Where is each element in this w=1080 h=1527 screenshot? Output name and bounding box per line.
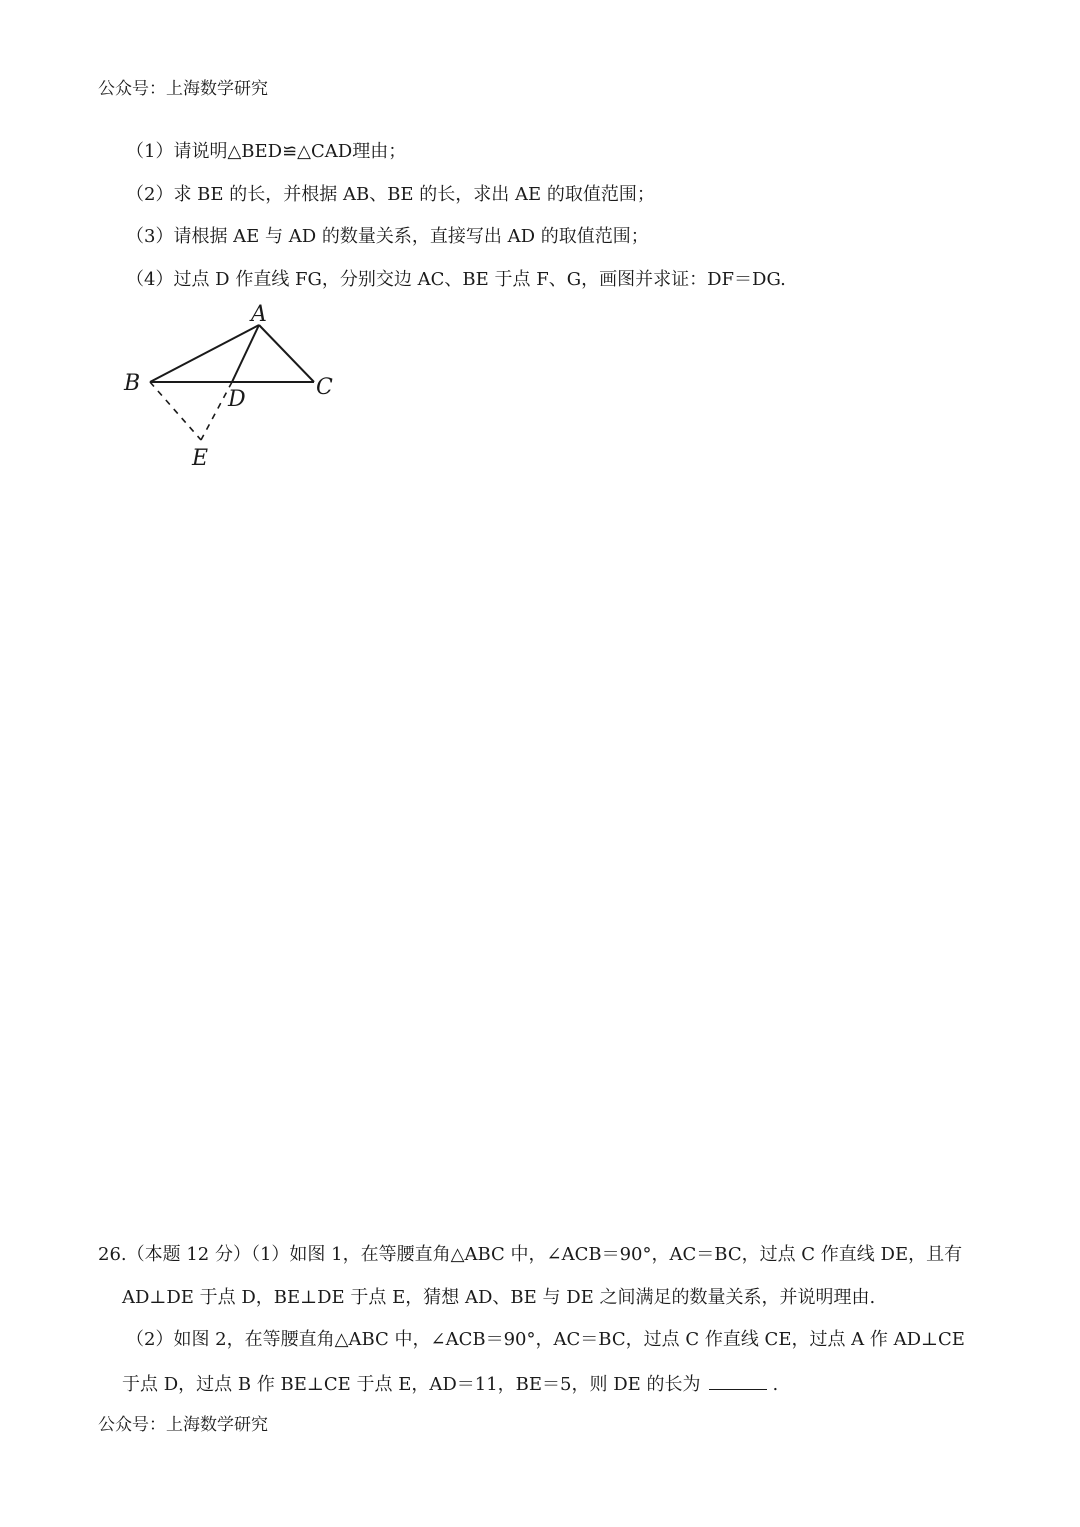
question-part-2: （2）求 BE 的长，并根据 AB、BE 的长，求出 AE 的取值范围； <box>126 184 655 205</box>
question-part-4: （4）过点 D 作直线 FG，分别交边 AC、BE 于点 F、G，画图并求证：DF＝DG. <box>126 269 786 290</box>
segment-be-dashed <box>150 382 201 440</box>
problem-26-line-1: 26.（本题 12 分）（1）如图 1，在等腰直角△ABC 中，∠ACB＝90°，AC＝BC，过点 C 作直线 DE，且有 <box>98 1244 963 1265</box>
page-footer: 公众号：上海数学研究 <box>98 1415 268 1435</box>
segment-ac <box>259 325 314 382</box>
label-c: C <box>316 375 333 400</box>
question-part-3: （3）请根据 AE 与 AD 的数量关系，直接写出 AD 的取值范围； <box>126 226 649 247</box>
label-b: B <box>124 371 141 396</box>
answer-blank[interactable] <box>709 1371 767 1390</box>
label-a: A <box>251 302 267 327</box>
problem-26-line-4-end: . <box>772 1374 779 1395</box>
triangle-diagram <box>118 298 340 470</box>
label-e: E <box>192 446 209 470</box>
question-part-1: （1）请说明△BED≌△CAD理由； <box>126 141 407 162</box>
problem-26-line-2: AD⊥DE 于点 D，BE⊥DE 于点 E，猜想 AD、BE 与 DE 之间满足的数量关系，并说明理由. <box>122 1287 876 1308</box>
problem-26-line-4-text: 于点 D，过点 B 作 BE⊥CE 于点 E，AD＝11，BE＝5，则 DE 的长为 <box>122 1374 701 1395</box>
problem-26-line-3: （2）如图 2，在等腰直角△ABC 中，∠ACB＝90°，AC＝BC，过点 C 作直线 CE，过点 A 作 AD⊥CE <box>126 1329 965 1350</box>
segment-ab <box>150 325 259 382</box>
label-d: D <box>228 387 246 412</box>
page-header: 公众号：上海数学研究 <box>98 79 268 99</box>
problem-26-line-4 <box>122 1371 778 1397</box>
segment-ad <box>232 325 259 382</box>
triangle-figure <box>118 298 340 470</box>
